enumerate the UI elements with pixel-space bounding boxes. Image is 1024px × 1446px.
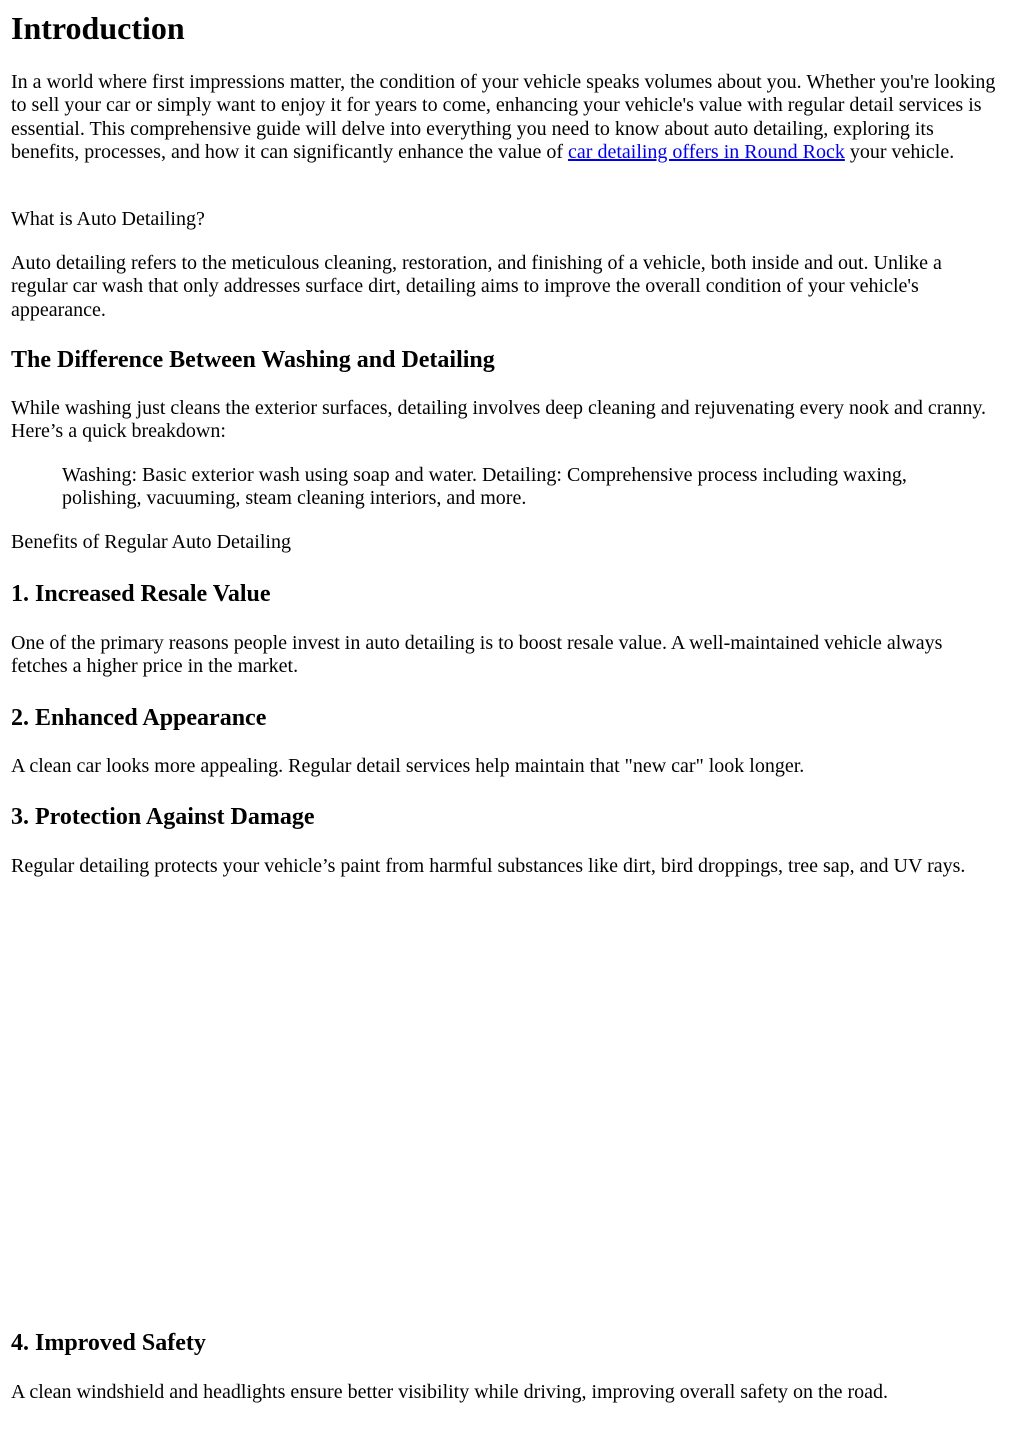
benefit-4-body: A clean windshield and headlights ensure better visibility while driving, improving overall safety on the road. [11,1381,889,1403]
benefit-3-body: Regular detailing protects your vehicle’s paint from harmful substances like dirt, bird droppings, tree sap, and UV rays. [11,855,966,877]
intro-paragraph [11,71,1001,164]
breakdown-blockquote: Washing: Basic exterior wash using soap and water. Detailing: Comprehensive process including waxing, polishing, vacuuming, steam cleaning interiors, and more. [62,464,907,510]
what-is-body: Auto detailing refers to the meticulous cleaning, restoration, and finishing of a vehicle, both inside and out. Unlike a regular car wash that only addresses surface dirt, detailing aims to improve the overall condition of your vehicle's appearance. [11,252,942,321]
benefit-3-heading: 3. Protection Against Damage [11,804,315,830]
benefit-1-heading: 1. Increased Resale Value [11,581,271,607]
intro-text-end: your vehicle. [844,140,955,163]
intro-text-start: In a world where first impressions matter, the condition of your vehicle speaks volumes about you. Whether you're looking to sell your car or simply want to enjoy it for years to come, enhancing your vehicle's value with regular detail services is essential. This comprehensive guide will delve into everything you need to know about auto detailing, exploring its benefits, processes, and how it can significantly enhance the value of [11,71,996,163]
benefit-4-heading: 4. Improved Safety [11,1330,206,1356]
intro-heading: Introduction [11,10,185,46]
difference-heading: The Difference Between Washing and Detailing [11,347,495,373]
benefits-label: Benefits of Regular Auto Detailing [11,531,291,553]
benefit-2-body: A clean car looks more appealing. Regular detail services help maintain that "new car" look longer. [11,755,805,777]
benefit-2-heading: 2. Enhanced Appearance [11,705,267,731]
benefit-1-body: One of the primary reasons people invest in auto detailing is to boost resale value. A well-maintained vehicle always fetches a higher price in the market. [11,632,943,678]
what-is-label: What is Auto Detailing? [11,208,205,230]
difference-body: While washing just cleans the exterior surfaces, detailing involves deep cleaning and rejuvenating every nook and cranny. Here’s a quick breakdown: [11,397,987,443]
round-rock-detailing-link[interactable]: car detailing offers in Round Rock [568,140,845,163]
